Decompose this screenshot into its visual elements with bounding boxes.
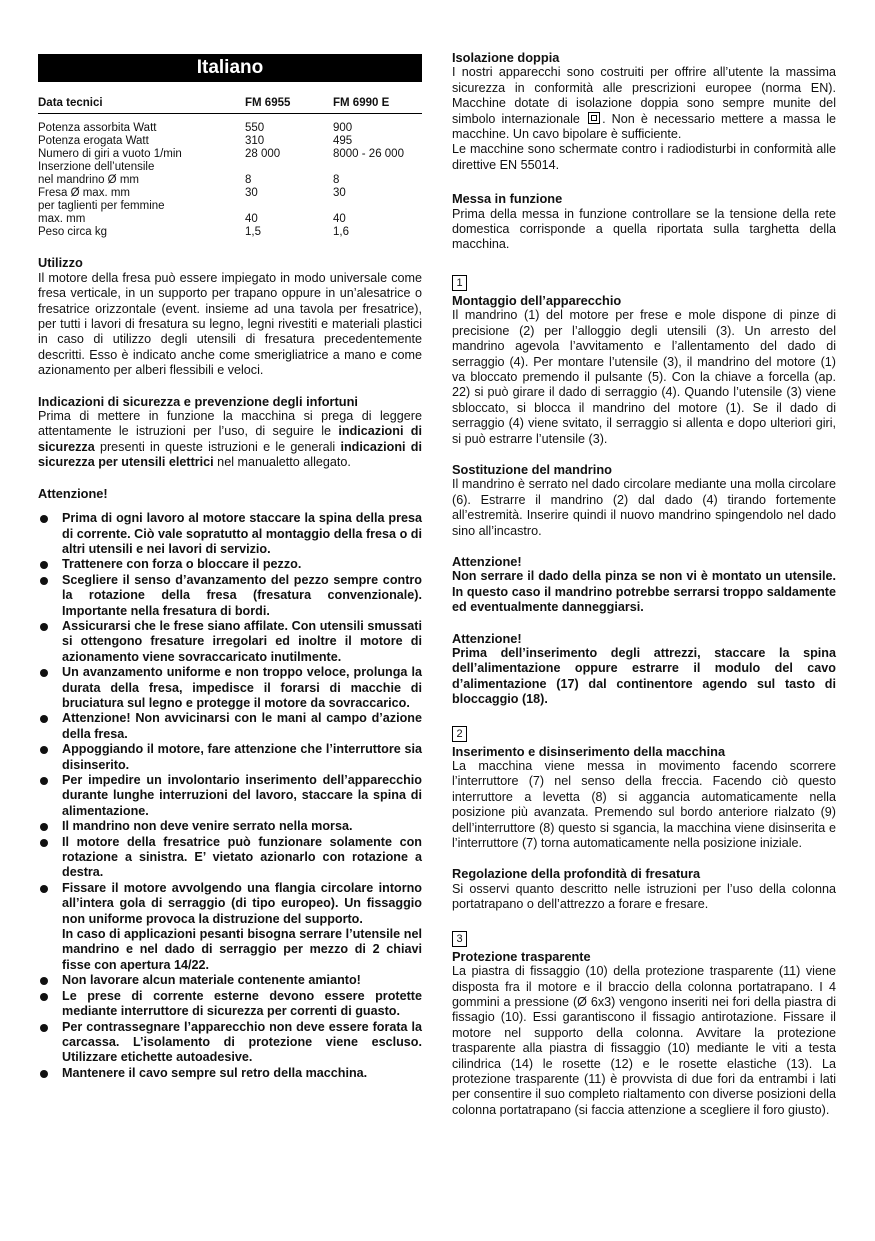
list-item: Non lavorare alcun materiale contenente amianto! xyxy=(38,973,422,988)
bold-run: indicazioni di sicurezza xyxy=(38,424,422,454)
section-heading: Attenzione! xyxy=(38,485,108,501)
bold-run: indicazioni di sicurezza per utensili elettrici xyxy=(38,439,423,470)
double-insulation-icon xyxy=(588,112,600,124)
tech-row xyxy=(38,187,422,200)
tech-row xyxy=(38,226,422,239)
tech-row xyxy=(38,200,422,213)
text-run: presenti in queste istruzioni e le generali xyxy=(94,439,341,454)
tech-cell: 40 xyxy=(245,213,258,226)
list-item: Il motore della fresatrice può funzionare solamente con rotazione a sinistra. E’ vietato azionarlo con rotazione a destra. xyxy=(38,835,422,881)
section-messa xyxy=(452,191,836,253)
tech-cell: Potenza erogata Watt xyxy=(38,135,149,148)
section-text: La piastra di fissaggio (10) della protezione trasparente (11) viene disposta fra il motore e il braccio della colonna portatrapano. I 4 gommini a pressione (Ø 6x3) vengono inseriti nei fori della piastra di fissagio (10). Essi garantiscono il fissagio antirotazione. Fissare il motore nel supporto della colonna. Avvitare la protezione trasparente alla piastra di fissaggio (10) mediante le viti a testa cilindrica (14) le rosette (12) e le rosette elastiche (13). La protezione trasparente (11) è provvista di due fori da entrambi i lati per consentire il suo completo rialtamento con diverse posizioni della colonna portatrapano (si faccia attenzione a scegliere il foro giusto). xyxy=(452,964,836,1117)
section-text: Il mandrino (1) del motore per frese e mole dispone di pinze di precisione (2) per l’alloggio degli utensili (3). Un arresto del mandrino agevola l’avvitamento e l’allentamento del dado di serraggio (4). Per montare l’utensile (3), il mandrino del motore (1) va bloccato premendo il pulsante (5). Con la chiave a forcella (ap. 22) si può girare il dado di serraggio (4). Quando l’utensile (3) viene sbloccato, si blocca il mandrino del motore (1). Se il dado di serraggio (4) viene svitato, il serraggio si allenta e dopo ulteriori giri, si può estrarre l’utensile (3). xyxy=(452,308,836,446)
list-item: Per contrassegnare l’apparecchio non deve essere forata la carcassa. L’isolamento di protezione viene escluso. Utilizzare etichette autoadesive. xyxy=(38,1020,422,1066)
section-isolazione xyxy=(452,50,836,173)
list-item-extra: In caso di applicazioni pesanti bisogna serrare l’utensile nel mandrino e nel dado di serraggio per mezzo di 2 chiavi fisse con apertura 14/22. xyxy=(62,927,422,972)
section-text: Il motore della fresa può essere impiegato in modo universale come fresa verticale, in un supporto per trapano oppure in un’alesatrice o fresatrice orizzontale (event. insieme ad una tavola per fresatrice), per tutti i lavori di fresatura su legno, legni rivestiti e materiali plastici in caso di utilizzo degli utensili di fresatura precedentemente descritti. Esso è indicato anche come smerigliatrice a mano e come azionamento per alberi flessibili e veloci. xyxy=(38,270,422,378)
section-heading: Sostituzione del mandrino xyxy=(452,461,612,477)
tech-cell: 310 xyxy=(245,135,265,148)
figure-reference: 2 xyxy=(452,726,467,742)
section-sostituzione xyxy=(452,462,836,539)
section-inserimento xyxy=(452,726,836,852)
section-heading: Indicazioni di sicurezza e prevenzione degli infortuni xyxy=(38,393,358,409)
left-column xyxy=(38,50,422,1081)
tech-row xyxy=(38,135,422,148)
section-heading: Isolazione doppia xyxy=(452,50,560,65)
tech-header-model-1: FM 6955 xyxy=(245,97,291,109)
tech-row xyxy=(38,148,422,161)
section-heading: Inserimento e disinserimento della macchina xyxy=(452,743,726,759)
list-item: Assicurarsi che le frese siano affilate. Con utensili smussati si ottengono fresature irregolari ed inoltre il motore di azionamento viene sovraccaricato inutilmente. xyxy=(38,619,422,665)
section-heading: Attenzione! xyxy=(452,630,522,646)
section-utilizzo xyxy=(38,255,422,378)
list-item xyxy=(38,881,422,973)
list-item: Per impedire un involontario inserimento dell’apparecchio durante lunghe interruzioni del lavoro, staccare la spina di alimentazione. xyxy=(38,773,422,819)
tech-cell: per taglienti per femmine xyxy=(38,200,165,213)
right-column xyxy=(452,50,836,1118)
section-text: Il mandrino è serrato nel dado circolare mediante una molla circolare (6). Estrarre il mandrino (2) dal dado (4) tirando fortemente all’estremità. Inserire quindi il nuovo mandrino spingendolo nel dado sino all’incastro. xyxy=(452,477,836,538)
section-montaggio xyxy=(452,275,836,447)
list-item: Il mandrino non deve venire serrato nella morsa. xyxy=(38,819,422,834)
tech-cell: nel mandrino Ø mm xyxy=(38,174,139,187)
section-attenzione xyxy=(38,486,422,1081)
section-heading: Regolazione della profondità di fresatura xyxy=(452,866,701,882)
tech-cell: Numero di giri a vuoto 1/min xyxy=(38,148,182,161)
section-heading: Attenzione! xyxy=(452,553,522,569)
tech-data-table xyxy=(38,122,422,239)
section-text xyxy=(38,409,422,471)
section-text: Prima della messa in funzione controllare se la tensione della rete domestica corrisponde a quella riportata sulla targhetta della macchina. xyxy=(452,206,836,252)
list-item: Un avanzamento uniforme e non troppo veloce, prolunga la durata della fresa, impedisce il forarsi di macchie di bruciatura sul legno e protegge il motore da sovraccarico. xyxy=(38,665,422,711)
section-text: Non serrare il dado della pinza se non vi è montato un utensile. In questo caso il mandrino potrebbe serrarsi troppo saldamente ed eventualmente danneggiarsi. xyxy=(452,569,836,615)
tech-cell: 495 xyxy=(333,135,353,148)
figure-reference: 1 xyxy=(452,275,467,291)
tech-cell: 900 xyxy=(333,122,353,135)
section-text: Si osservi quanto descritto nelle istruzioni per l’uso della colonna portatrapano o dell’attrezzo a forare e fresare. xyxy=(452,881,836,912)
section-protezione xyxy=(452,931,836,1118)
list-item: Attenzione! Non avvicinarsi con le mani al campo d’azione della fresa. xyxy=(38,711,422,742)
figure-reference: 3 xyxy=(452,931,467,947)
text-run: . Non è necessario mettere a massa le macchine. Un cavo bipolare è sufficiente. xyxy=(452,111,836,142)
tech-cell: Inserzione dell’utensile xyxy=(38,161,155,174)
list-item: Trattenere con forza o bloccare il pezzo. xyxy=(38,557,422,572)
section-regolazione xyxy=(452,866,836,912)
tech-data-header xyxy=(38,96,422,114)
section-heading: Messa in funzione xyxy=(452,191,563,207)
text-run: nel manualetto allegato. xyxy=(213,455,351,470)
section-attenzione-1 xyxy=(452,554,836,616)
section-text: Le macchine sono schermate contro i radiodisturbi in conformità alle direttive EN 55014. xyxy=(452,142,836,172)
tech-cell: Peso circa kg xyxy=(38,226,108,239)
tech-header-model-2: FM 6990 E xyxy=(333,97,390,109)
tech-cell: 40 xyxy=(333,213,346,226)
section-text: Prima dell’inserimento degli attrezzi, staccare la spina dell’alimentazione oppure estrarre il modulo del cavo d’alimentazione (17) dal continentore agendo sul tasto di bloccaggio (18). xyxy=(452,646,836,707)
tech-cell: 1,5 xyxy=(245,226,261,239)
language-title: Italiano xyxy=(38,54,422,82)
tech-cell: 550 xyxy=(245,122,265,135)
tech-cell: 1,6 xyxy=(333,226,349,239)
tech-row xyxy=(38,122,422,135)
list-item-text: Fissare il motore avvolgendo una flangia circolare intorno all’intera gola di serraggio (di tipo europeo). Un fissaggio non uniforme provoca la distruzione del supporto. xyxy=(62,880,422,926)
section-sicurezza xyxy=(38,394,422,471)
section-text: La macchina viene messa in movimento facendo scorrere l’interruttore (7) nel senso della freccia. Facendo ciò questo interruttore a levetta (8) si aggancia automaticamente nella posizione più avanzata. Premendo sul bordo anteriore rialzato (9) dell’interruttore (8) questo si sgancia, la macchina viene disinserita e l’interruttore (7) torna automaticamente nella posizione iniziale. xyxy=(452,759,836,851)
tech-header-label: Data tecnici xyxy=(38,97,103,109)
text-run: I nostri apparecchi sono costruiti per offrire all’utente la massima sicurezza in conformità alle prescrizioni europee (norma EN). Macchine dotate di isolazione doppia sono sempre munite del simbolo internazionale xyxy=(452,65,836,126)
list-item: Le prese di corrente esterne devono essere protette mediante interruttore di sicurezza per correnti di guasto. xyxy=(38,989,422,1020)
tech-cell: 30 xyxy=(245,187,258,200)
section-attenzione-2 xyxy=(452,631,836,708)
tech-cell: 28 000 xyxy=(245,148,281,161)
tech-cell: 8 xyxy=(245,174,252,187)
text-run: Prima di mettere in funzione la macchina si prega di leggere attentamente le istruzioni per l’uso, di seguire le xyxy=(38,409,422,439)
tech-cell xyxy=(333,161,422,174)
tech-row xyxy=(38,174,422,187)
tech-row xyxy=(38,213,422,226)
list-item: Prima di ogni lavoro al motore staccare la spina della presa di corrente. Ciò vale sopratutto al montaggio della fresa o di altri utensili e nei lavori di servizio. xyxy=(38,511,422,557)
tech-cell xyxy=(245,161,333,174)
tech-cell xyxy=(245,200,333,213)
tech-cell: 8 xyxy=(333,174,340,187)
tech-cell: 30 xyxy=(333,187,346,200)
tech-cell: Potenza assorbita Watt xyxy=(38,122,157,135)
tech-cell: 8000 - 26 000 xyxy=(333,148,404,161)
safety-bullet-list xyxy=(38,511,422,1081)
section-heading: Montaggio dell’apparecchio xyxy=(452,292,622,308)
tech-cell: max. mm xyxy=(38,213,86,226)
list-item: Appoggiando il motore, fare attenzione che l’interruttore sia disinserito. xyxy=(38,742,422,773)
section-heading: Utilizzo xyxy=(38,255,83,271)
tech-cell xyxy=(333,200,422,213)
list-item: Mantenere il cavo sempre sul retro della macchina. xyxy=(38,1066,422,1081)
tech-cell: Fresa Ø max. mm xyxy=(38,187,131,200)
section-heading: Protezione trasparente xyxy=(452,948,591,964)
tech-row xyxy=(38,161,422,174)
section-text xyxy=(452,65,836,142)
list-item: Scegliere il senso d’avanzamento del pezzo sempre contro la rotazione della fresa (fresatura convenzionale). Importante nella fresatura di bordi. xyxy=(38,573,422,619)
